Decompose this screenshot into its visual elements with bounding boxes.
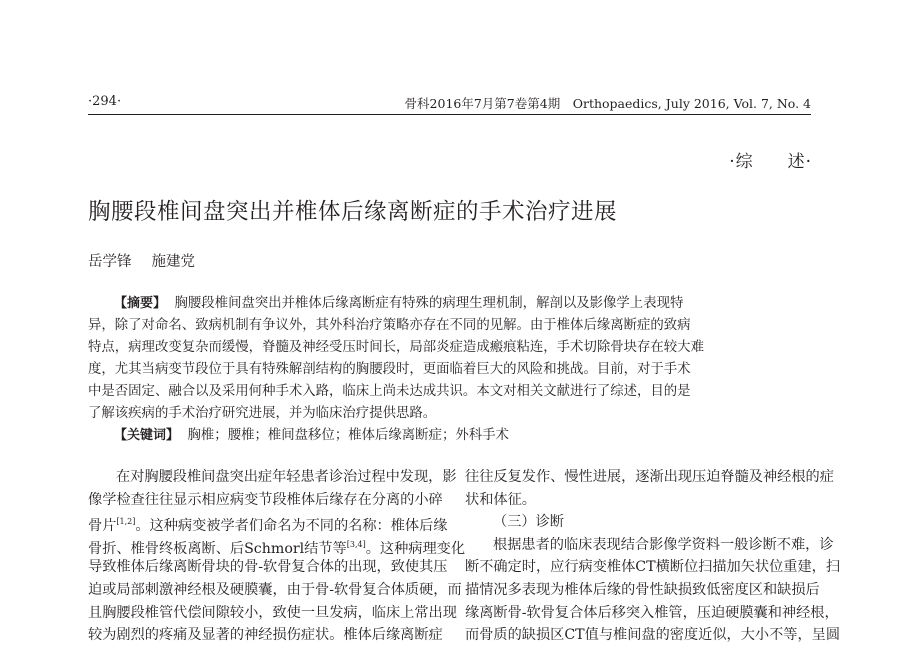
body-line: 缘离断骨-软骨复合体后移突入椎管，压迫硬膜囊和神经根， (465, 604, 839, 621)
section-label-left: ·综 (729, 152, 754, 172)
author-list (88, 250, 195, 271)
header-rule (88, 114, 811, 115)
body-line: 在对胸腰段椎间盘突出症年轻患者诊治过程中发现，影 (116, 469, 457, 485)
body-column-right (465, 466, 841, 647)
citation-ref: [1,2] (116, 517, 136, 527)
body-line: 断不确定时，应行病变椎体CT横断位扫描加矢状位重建，扫 (465, 559, 841, 576)
body-line: 描情况多表现为椎体后缘的骨性缺损致低密度区和缺损后 (465, 581, 820, 598)
body-line: 迫或局部刺激神经根及硬膜囊，由于骨-软骨复合体质硬，而 (88, 581, 462, 598)
abstract-line: 中是否固定、融合以及采用何种手术入路，临床上尚未达成共识。本文对相关文献进行了综述，目的是 (88, 384, 691, 399)
abstract-tag: 【摘要】 (114, 296, 167, 311)
keywords-tag: 【关键词】 (114, 428, 180, 443)
abstract-line: 异，除了对命名、致病机制有争议外，其外科治疗策略亦存在不同的见解。由于椎体后缘离断症的致病 (88, 318, 691, 333)
body-line: 像学检查往往显示相应病变节段椎体后缘存在分离的小碎 (88, 491, 443, 508)
body-line: 而骨质的缺损区CT值与椎间盘的密度近似，大小不等，呈圆 (465, 627, 841, 644)
author-2: 施建党 (151, 254, 195, 270)
body-text: 。这种病理变化 (365, 540, 466, 557)
body-column-left (88, 466, 466, 647)
citation-ref: [3,4] (346, 539, 366, 549)
abstract-line: 度，尤其当病变节段位于具有特殊解剖结构的胸腰段时，更面临着巨大的风险和挑战。目前，对于手术 (88, 362, 691, 377)
body-line: 往往反复发作、慢性进展，逐渐出现压迫脊髓及神经根的症 (465, 469, 834, 485)
journal-citation: 骨科2016年7月第7卷第4期 Orthopaedics, July 2016, Vol. 7, No. 4 (404, 96, 811, 111)
body-line (88, 534, 466, 557)
body-line: 根据患者的临床表现结合影像学资料一般诊断不难，诊 (493, 536, 834, 553)
abstract-text: 胸腰段椎间盘突出并椎体后缘离断症有特殊的病理生理机制，解剖以及影像学上表现特 (174, 296, 684, 311)
body-line: 导致椎体后缘离断骨块的骨-软骨复合体的出现，致使其压 (88, 559, 448, 576)
abstract-line: 特点，病理改变复杂而缓慢，脊髓及神经受压时间长，局部炎症造成瘢痕粘连，手术切除骨块存在较大难 (88, 340, 704, 355)
section-label-right: 述· (787, 152, 812, 172)
body-line: 状和体征。 (465, 491, 536, 508)
body-text: 骨折、椎骨终板离断、后Schmorl结节等 (88, 540, 347, 557)
body-text: 。这种病变被学者们命名为不同的名称：椎体后缘 (135, 518, 448, 535)
abstract-line (88, 293, 812, 315)
section-label (729, 147, 812, 172)
page-number: ·294· (88, 94, 122, 109)
body-line (88, 511, 448, 535)
body-line: 较为剧烈的疼痛及显著的神经损伤症状。椎体后缘离断症 (88, 627, 443, 644)
abstract-line: 了解该疾病的手术治疗研究进展，并为临床治疗提供思路。 (88, 406, 437, 421)
author-1: 岳学锋 (88, 254, 132, 270)
article-title: 胸腰段椎间盘突出并椎体后缘离断症的手术治疗进展 (88, 199, 618, 225)
body-line: 且胸腰段椎管代偿间隙较小，致使一旦发病，临床上常出现 (88, 604, 457, 621)
keywords-line (88, 425, 812, 447)
subsection-heading: （三）诊断 (493, 514, 564, 531)
keywords-text: 胸椎；腰椎；椎间盘移位；椎体后缘离断症；外科手术 (187, 428, 509, 443)
body-text: 骨片 (88, 518, 117, 535)
